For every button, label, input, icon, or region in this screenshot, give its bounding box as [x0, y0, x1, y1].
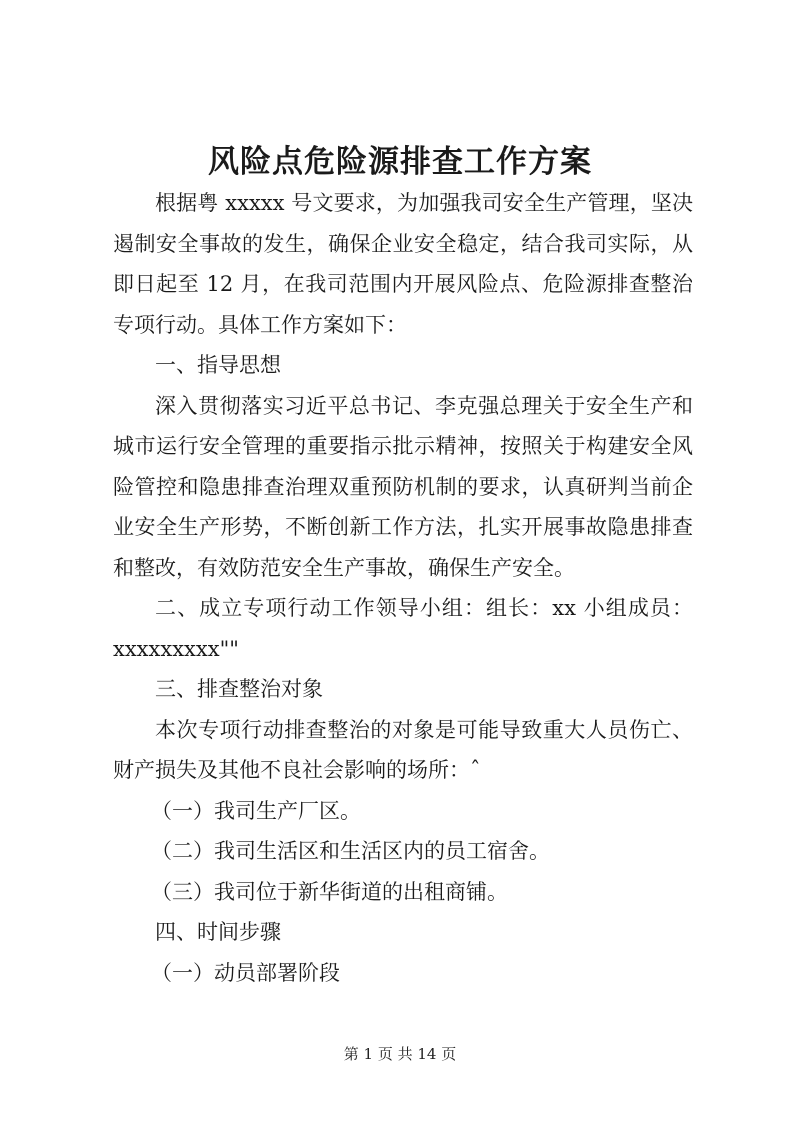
page-number-footer: 第 1 页 共 14 页	[343, 1045, 457, 1063]
section-heading-timeline: 四、时间步骤	[155, 920, 281, 944]
section-heading-guiding-ideology: 一、指导思想	[155, 353, 281, 377]
target-item-2: （二）我司生活区和生活区内的员工宿舍。	[151, 839, 550, 863]
guiding-ideology-paragraph: 深入贯彻落实习近平总书记、李克强总理关于安全生产和城市运行安全管理的重要指示批示精神，按照关于构建安全风险管控和隐患排查治理双重预防机制的要求，认真研判当前企业安全生产形势，不断创新工作方法，扎实开展事故隐患排查和整改，有效防范安全生产事故，确保生产安全。	[113, 393, 693, 580]
intro-paragraph: 根据粤 xxxxx 号文要求，为加强我司安全生产管理，坚决遏制安全事故的发生，确保企业安全稳定，结合我司实际，从即日起至 12 月，在我司范围内开展风险点、危险源排查整治专项行动。具体工作方案如下：	[113, 191, 693, 337]
target-item-1: （一）我司生产厂区。	[151, 798, 361, 823]
document-body	[113, 183, 693, 993]
timeline-item-1: （一）动员部署阶段	[151, 960, 340, 985]
section-heading-targets: 三、排查整治对象	[155, 677, 323, 701]
leadership-group-paragraph: 二、成立专项行动工作领导小组：组长：xx 小组成员：xxxxxxxxx""	[113, 596, 693, 661]
document-title: 风险点危险源排查工作方案	[208, 144, 592, 180]
targets-paragraph: 本次专项行动排查整治的对象是可能导致重大人员伤亡、财产损失及其他不良社会影响的场所：ˆ	[113, 717, 693, 782]
target-item-3: （三）我司位于新华街道的出租商铺。	[151, 879, 508, 904]
